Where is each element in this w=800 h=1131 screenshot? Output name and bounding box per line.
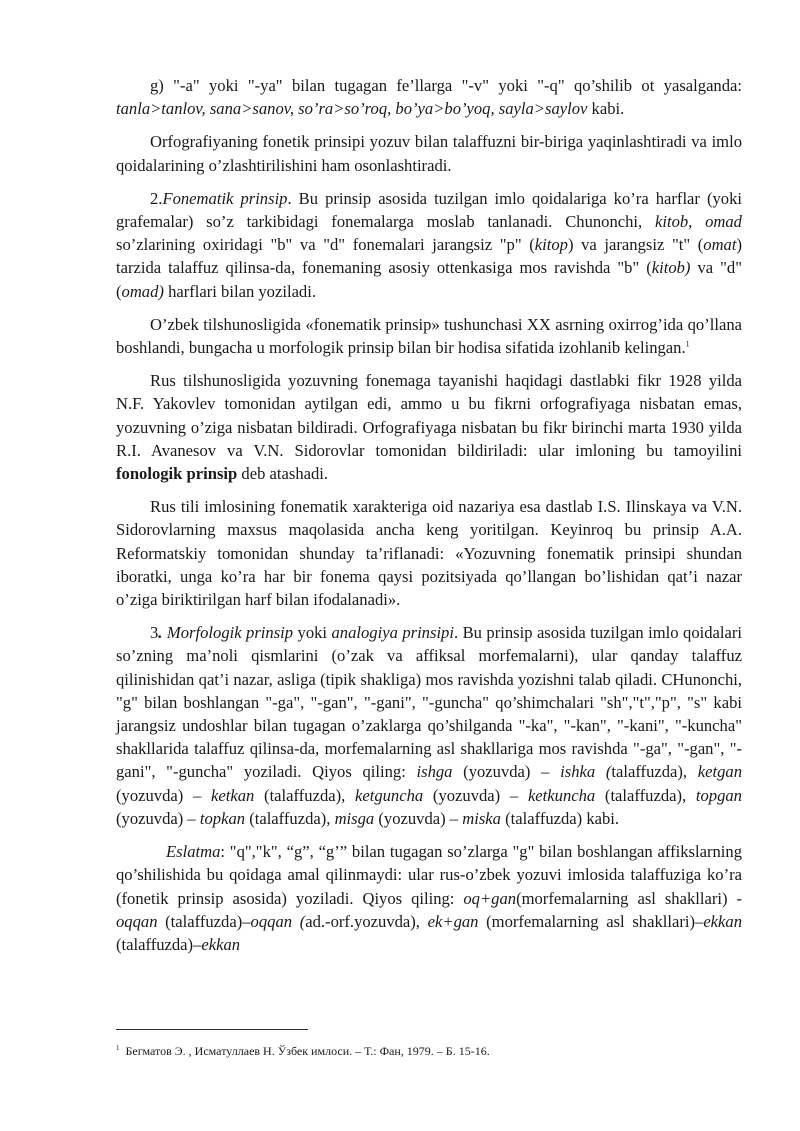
text-run: topgan [695, 785, 742, 805]
text-run: (morfemalarning asl shakllari)– [478, 911, 704, 931]
text-run: ekkan [201, 934, 241, 954]
text-run: misga [334, 808, 375, 828]
text-run: (talaffuzda)– [157, 911, 251, 931]
text-run: (talaffuzda)– [116, 934, 202, 954]
text-run: Orfografiyaning fonetik prinsipi yozuv bilan talaffuzni bir-biriga yaqinlashtiradi va imlo qoidalarining o’zlashtirilishini ham osonlashtiradi. [116, 132, 742, 175]
text-run: (talaffuzda) kabi. [500, 808, 620, 828]
text-run: ek+gan [427, 911, 479, 931]
paragraph-fonematik [116, 187, 742, 303]
text-run: omad) [121, 281, 164, 301]
text-run: va "d" ( [116, 258, 742, 301]
text-run: . Bu prinsip asosida tuzilgan imlo qoidalari so’zning ma’noli qismlarini (o’zak va affiksal morfemalarni), ular qanday talaffuz qilinishidan qat’i nazar, asliga (tipik shakliga) mos ravishda yozishni talab qiladi. CHunonchi, "g" bilan boshlangan "-ga", "-gan", "-gani", "-guncha" qo’shimchalari "sh","t","p", "s" kabi jarangsiz undoshlar bilan tugagan o’zaklarga qo’shilganda "-ka", "-kan", "-kani", "-kuncha" shakllarida talaffuz qilinsa-da, morfemalarning asl shakllariga mos ravishda "-ga", "-gan", "-gani", "-guncha" yoziladi. Qiyos qiling: [116, 623, 743, 782]
text-run: deb atashadi. [237, 464, 329, 484]
text-run: : "q","k", “g”, “g’” bilan tugagan so’zlarga "g" bilan boshlangan affikslarning qo’shilishida bu qoidaga amal qilinmaydi: ular rus-o’zbek yozuvi imlosida talaffuziga ko’ra (fonetik prinsip asosida) yoziladi. Qiyos qiling: [116, 842, 742, 908]
text-run: kitop [534, 235, 568, 255]
text-run: harflari bilan yoziladi. [163, 281, 316, 301]
text-run: analogiya prinsipi [331, 623, 454, 643]
text-run: ketkuncha [527, 785, 596, 805]
footnote-text: Бегматов Э. , Исматуллаев Н. Ўзбек имлоси. – Т.: Фан, 1979. – Б. 15-16. [125, 1044, 490, 1058]
text-run: 3 [150, 623, 159, 643]
text-run: kitob, omad [654, 212, 742, 232]
footnote-divider [116, 1029, 308, 1030]
text-run: oqqan ( [250, 911, 306, 931]
text-run: . [158, 623, 163, 643]
text-run: (yozuvda) – [116, 808, 200, 828]
text-run: Morfologik prinsip [166, 623, 294, 643]
text-run: ishga [416, 762, 453, 782]
text-run: O’zbek tilshunosligida «fonematik prinsip» tushunchasi XX asrning oxirrog’ida qo’llana boshlandi, bungacha u morfologik prinsip bilan bir hodisa sifatida izohlanib kelingan. [116, 314, 742, 358]
footnote [116, 1040, 742, 1059]
text-run: (morfemalarning asl shakllari) - [516, 888, 742, 908]
text-run: (talaffuzda), [595, 785, 696, 805]
paragraph-fonetik [116, 130, 742, 176]
text-run: kabi. [587, 99, 625, 119]
paragraph-morfologik [116, 621, 742, 830]
text-run: talaffuzda), [611, 762, 698, 782]
text-run: (yozuvda) – [374, 808, 463, 828]
text-run: ) tarzida talaffuz qilinsa-da, fonemaning asosiy ottenkasiga mos ravishda "b" ( [116, 235, 742, 278]
text-run: ) va jarangsiz "t" ( [567, 235, 704, 255]
text-run: tanla>tanlov, sana>sanov, so’ra>so’roq, bo’ya>bo’yoq, sayla>saylov [116, 99, 588, 119]
text-run: Fonematik prinsip [162, 188, 288, 208]
text-run: oq+gan [463, 888, 517, 908]
footnote-mark: 1 [116, 1044, 120, 1052]
text-run: omat [703, 235, 737, 255]
text-run: kitob) [651, 258, 691, 278]
text-run: ketgan [697, 762, 742, 782]
text-run: . Bu prinsip asosida tuzilgan imlo qoidalariga ko’ra harflar (yoki grafemalar) so’z tarkibidagi fonemalarga moslab tanlanadi. Chunonchi, [116, 188, 743, 232]
text-run: ketkan [211, 785, 255, 805]
paragraph-g-item [116, 74, 742, 120]
text-run: ad.-orf.yozuvda), [305, 911, 428, 931]
text-run: (talaffuzda), [254, 785, 355, 805]
text-run: ishka ( [560, 762, 612, 782]
footnote-ref: 1 [685, 339, 690, 349]
paragraph-rus-imlosi [116, 495, 742, 611]
text-run: so’zlarining oxiridagi "b" va "d" fonemalari jarangsiz "p" ( [116, 235, 535, 255]
text-run: ekkan [703, 911, 743, 931]
text-run: oqqan [116, 911, 158, 931]
text-run: miska [462, 808, 501, 828]
paragraph-eslatma [116, 840, 742, 956]
text-run: fonologik prinsip [116, 464, 238, 484]
text-run: (yozuvda) – [452, 762, 561, 782]
text-run: (yozuvda) – [423, 785, 528, 805]
text-run: g) "-a" yoki "-ya" bilan tugagan fe’llarga "-v" yoki "-q" qo’shilib ot yasalganda: [150, 76, 742, 95]
paragraph-uzbek-tilshunosligi [116, 313, 742, 359]
text-run: 2. [150, 188, 163, 208]
body-text [116, 74, 742, 966]
text-run: topkan [199, 808, 246, 828]
text-run: ketguncha [355, 785, 424, 805]
text-run: (talaffuzda), [245, 808, 335, 828]
text-run: Rus tili imlosining fonematik xarakteriga oid nazariya esa dastlab I.S. Ilinskaya va V.N. Sidorovlarning maxsus maqolasida ancha keng yoritilgan. Keyinroq bu prinsip A.A. Reformatskiy tomonidan shunday ta’riflanadi: «Yozuvning fonematik prinsipi shundan iboratki, unga ko’ra har bir fonema qaysi pozitsiyada qo’llangan bo’lishidan qat’i nazar o’ziga biriktirilgan harf bilan ifodalanadi». [116, 497, 742, 610]
paragraph-rus-tilshunosligi [116, 369, 742, 485]
text-run: (yozuvda) – [116, 785, 212, 805]
text-run: Rus tilshunosligida yozuvning fonemaga tayanishi haqidagi dastlabki fikr 1928 yilda N.F. Yakovlev tomonidan aytilgan edi, ammo u bu fikrni orfografiyaga nisbatan emas, yozuvning o’ziga nisbatan bildiradi. Orfografiyaga nisbatan bu fikr birinchi marta 1930 yilda R.I. Avanesov va V.N. Sidorovlar tomonidan bildiriladi: ular imloning bu tamoyilini [116, 371, 742, 460]
text-run: Eslatma [166, 842, 221, 862]
text-run: yoki [293, 623, 332, 643]
